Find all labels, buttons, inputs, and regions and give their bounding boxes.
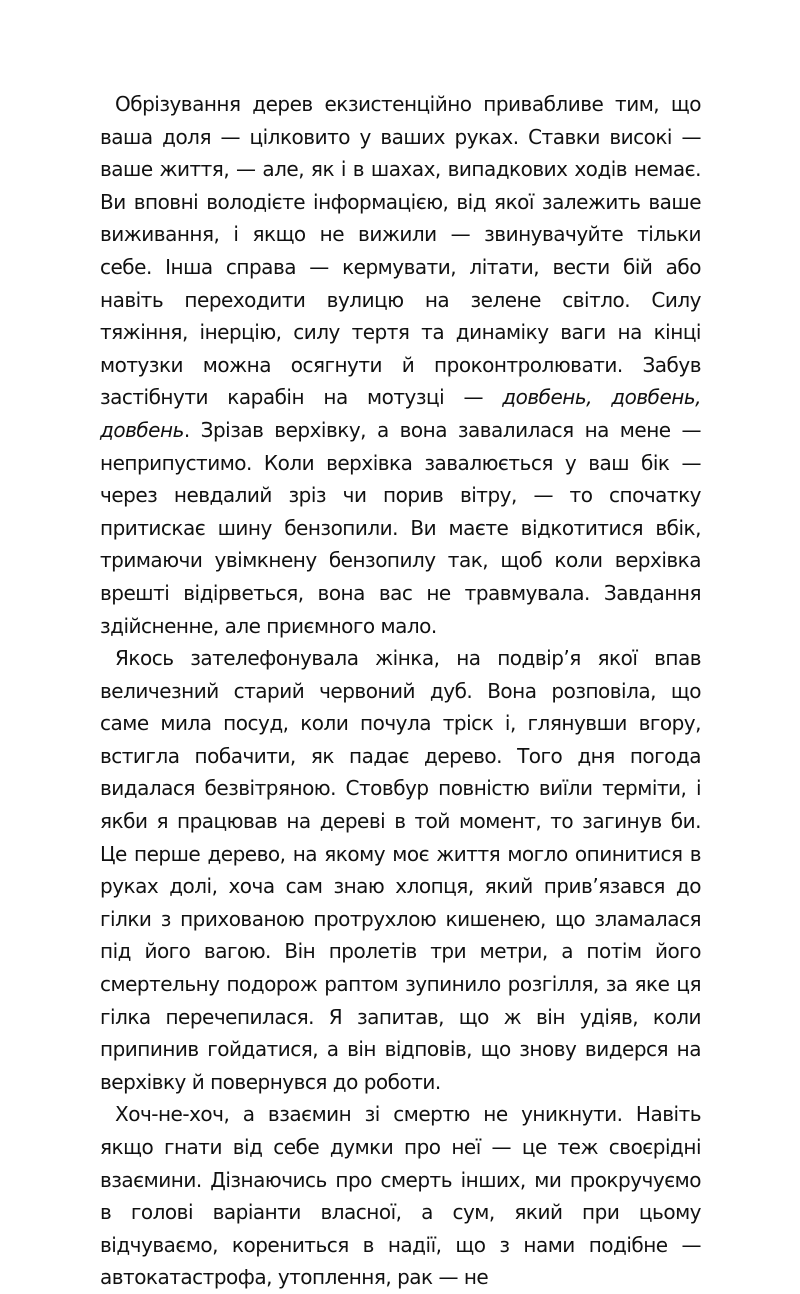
paragraph-1-text-end: . Зрізав верхівку, а вона завалилася на мене — неприпустимо. Коли верхівка завалюється у ваш бік — через невдалий зріз чи порив вітру, — то спочатку притискає шину бензопили. Ви маєте відкотитися вбік, тримаючи увімкнену бензопилу так, щоб коли верхівка врешті відірветься, вона вас не травмувала. Завдання здійсненне, але приємного мало.	[100, 417, 701, 638]
paragraph-2: Якось зателефонувала жінка, на подвір’я якої впав величезний старий червоний дуб. Вона розповіла, що саме мила посуд, коли почула тріск і, глянувши вгору, встигла побачити, як падає дерево. Того дня погода видалася безвітряною. Стовбур повністю виїли терміти, і якби я працював на дереві в той момент, то загинув би. Це перше дерево, на якому моє життя могло опинитися в руках долі, хоча сам знаю хлопця, який прив’язався до гілки з прихованою протрухлою кишенею, що зламалася під його вагою. Він пролетів три метри, а потім його смертельну подорож раптом зупинило розгілля, за яке ця гілка перечепилася. Я запитав, що ж він удіяв, коли припинив гойдатися, а він відповів, що знову видерся на верхівку й повернувся до роботи.	[100, 646, 701, 1094]
document-page	[100, 88, 701, 1294]
paragraph-3: Хоч-не-хоч, а взаємин зі смертю не уникнути. Навіть якщо гнати від себе думки про неї — це теж своєрідні взаємини. Дізнаючись про смерть інших, ми прокручуємо в голові варіанти власної, а сум, який при цьому відчуваємо, корениться в надії, що з нами подібне — автокатастрофа, утоплення, рак — не	[100, 1102, 701, 1290]
paragraph-1	[100, 88, 701, 642]
paragraph-1-text-start: Обрізування дерев екзистенційно привабливе тим, що ваша доля — цілковито у ваших руках. Ставки високі — ваше життя, — але, як і в шахах, випадкових ходів немає. Ви вповні володієте інформацією, від якої залежить ваше виживання, і якщо не вижили — звинувачуйте тільки себе. Інша справа — кермувати, літати, вести бій або навіть переходити вулицю на зелене світло. Силу тяжіння, інерцію, силу тертя та динаміку ваги на кінці мотузки можна осягнути й проконтролювати. Забув застібнути карабін на мотузці —	[100, 92, 701, 410]
paragraph-1-italic-phrase: довбень, довбень, довбень	[100, 385, 702, 442]
